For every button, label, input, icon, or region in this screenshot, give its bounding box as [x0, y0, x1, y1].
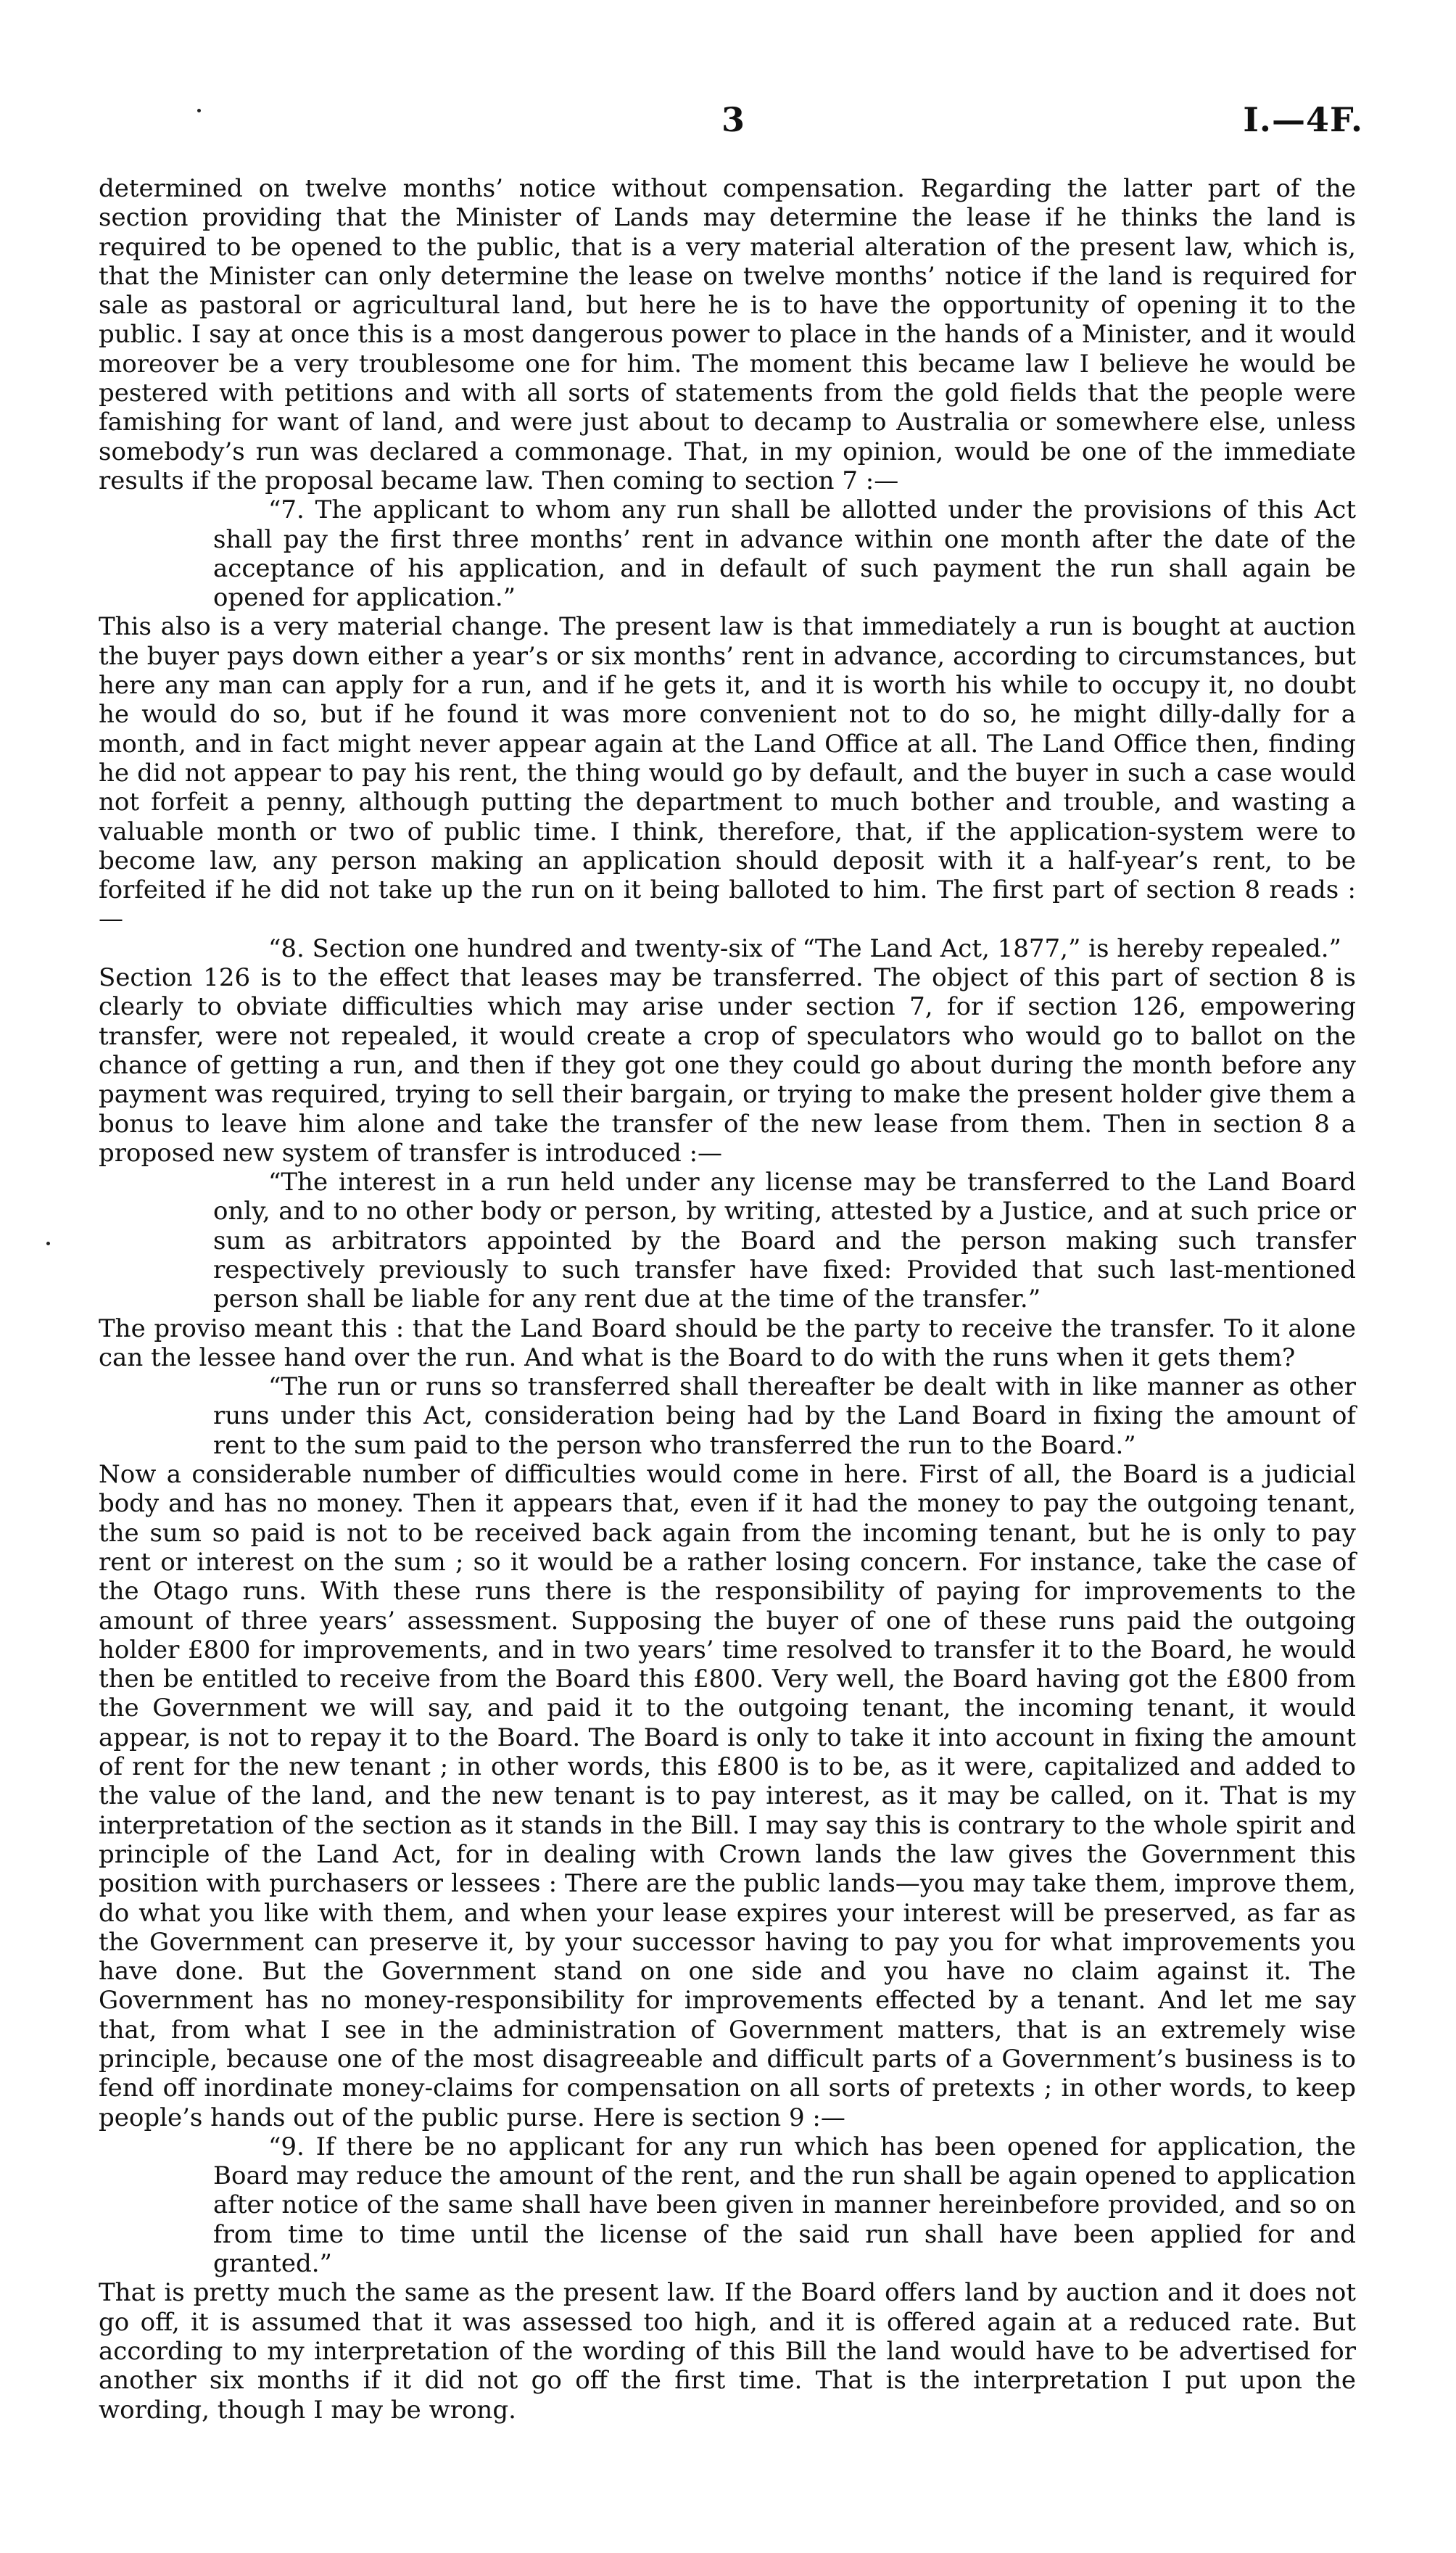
quoted-section: “8. Section one hundred and twenty-six of “The Land Act, 1877,” is hereby repealed.”: [268, 933, 1341, 963]
document-reference: I.—4F.: [1243, 100, 1363, 139]
paragraph: This also is a very material change. The present law is that immediately a run is bought at auction the buyer pays down either a year’s or six months’ rent in advance, according to circumstances, but here any man can apply for a run, and if he gets it, and it is worth his while to occupy it, no doubt he would do so, but if he found it was more convenient not to do so, he might dilly-dally for a month, and in fact might never appear again at the Land Office at all. The Land Office then, finding he did not appear to pay his rent, the thing would go by default, and the buyer in such a case would not forfeit a penny, although putting the department to much bother and trouble, and wasting a valuable month or two of public time. I think, therefore, that, if the application-system were to become law, any person making an application should deposit with it a half-year’s rent, to be forfeited if he did not take up the run on it being balloted to him. The first part of section 8 reads :—: [99, 612, 1356, 934]
scan-speck: [46, 1242, 50, 1245]
paragraph: Now a considerable number of difficulties would come in here. First of all, the Board is a judicial body and has no money. Then it appears that, even if it had the money to pay the outgoing tenant, the sum so paid is not to be received back again from the incoming tenant, but he is only to pay rent or interest on the sum ; so it would be a rather losing concern. For instance, take the case of the Otago runs. With these runs there is the responsibility of paying for improvements to the amount of three years’ assessment. Supposing the buyer of one of these runs paid the outgoing holder £800 for improvements, and in two years’ time resolved to transfer it to the Board, he would then be entitled to receive from the Board this £800. Very well, the Board having got the £800 from the Government we will say, and paid it to the outgoing tenant, the incoming tenant, it would appear, is not to repay it to the Board. The Board is only to take it into account in fixing the amount of rent for the new tenant ; in other words, this £800 is to be, as it were, capitalized and added to the value of the land, and the new tenant is to pay interest, as it may be called, on it. That is my interpretation of the section as it stands in the Bill. I may say this is contrary to the whole spirit and principle of the Land Act, for in dealing with Crown lands the law gives the Government this position with purchasers or lessees : There are the public lands—you may take them, improve them, do what you like with them, and when your lease expires your interest will be preserved, as far as the Government can preserve it, by your successor having to pay you for what improvements you have done. But the Government stand on one side and you have no claim against it. The Government has no money-responsibility for improvements effected by a tenant. And let me say that, from what I see in the administration of Government matters, that is an extremely wise principle, because one of the most disagreeable and difficult parts of a Government’s business is to fend off inordinate money-claims for compensation on all sorts of pretexts ; in other words, to keep people’s hands out of the public purse. Here is section 9 :—: [99, 1460, 1356, 2132]
page-header: [0, 100, 1456, 151]
paragraph: determined on twelve months’ notice without compensation. Regarding the latter part of the section providing that the Minister of Lands may determine the lease if he thinks the land is required to be opened to the public, that is a very material alteration of the present law, which is, that the Minister can only determine the lease on twelve months’ notice if the land is required for sale as pastoral or agricultural land, but here he is to have the opportunity of opening it to the public. I say at once this is a most dangerous power to place in the hands of a Minister, and it would moreover be a very troublesome one for him. The moment this became law I believe he would be pestered with petitions and with all sorts of statements from the gold fields that the people were famishing for want of land, and were just about to decamp to Australia or somewhere else, unless somebody’s run was declared a commonage. That, in my opinion, would be one of the immediate results if the proposal became law. Then coming to section 7 :—: [99, 174, 1356, 495]
quoted-section: “9. If there be no applicant for any run which has been opened for application, the Board may reduce the amount of the rent, and the run shall be again opened to application after notice of the same shall have been given in manner hereinbefore provided, and so on from time to time until the license of the said run shall have been applied for and granted.”: [213, 2132, 1356, 2279]
scan-speck: [197, 109, 201, 112]
quoted-section: “The run or runs so transferred shall thereafter be dealt with in like manner as other runs under this Act, consideration being had by the Land Board in fixing the amount of rent to the sum paid to the person who transferred the run to the Board.”: [213, 1372, 1356, 1460]
paragraph: That is pretty much the same as the present law. If the Board offers land by auction and it does not go off, it is assumed that it was assessed too high, and it is offered again at a reduced rate. But according to my interpretation of the wording of this Bill the land would have to be advertised for another six months if it did not go off the first time. That is the interpretation I put upon the wording, though I may be wrong.: [99, 2278, 1356, 2425]
body-text: [99, 174, 1356, 2425]
page-number: 3: [721, 100, 745, 139]
quoted-section: “The interest in a run held under any license may be transferred to the Land Board only, and to no other body or person, by writing, attested by a Justice, and at such price or sum as arbitrators appointed by the Board and the person making such transfer respectively previously to such transfer have fixed: Provided that such last-mentioned person shall be liable for any rent due at the time of the transfer.”: [213, 1168, 1356, 1314]
quoted-section: “7. The applicant to whom any run shall be allotted under the provisions of this Act shall pay the first three months’ rent in advance within one month after the date of the acceptance of his application, and in default of such payment the run shall again be opened for application.”: [213, 495, 1356, 613]
paragraph: The proviso meant this : that the Land Board should be the party to receive the transfer. To it alone can the lessee hand over the run. And what is the Board to do with the runs when it gets them?: [99, 1313, 1356, 1372]
paragraph: Section 126 is to the effect that leases may be transferred. The object of this part of section 8 is clearly to obviate difficulties which may arise under section 7, for if section 126, empowering transfer, were not repealed, it would create a crop of speculators who would go to ballot on the chance of getting a run, and then if they got one they could go about during the month before any payment was required, trying to sell their bargain, or trying to make the present holder give them a bonus to leave him alone and take the transfer of the new lease from them. Then in section 8 a proposed new system of transfer is introduced :—: [99, 963, 1356, 1168]
